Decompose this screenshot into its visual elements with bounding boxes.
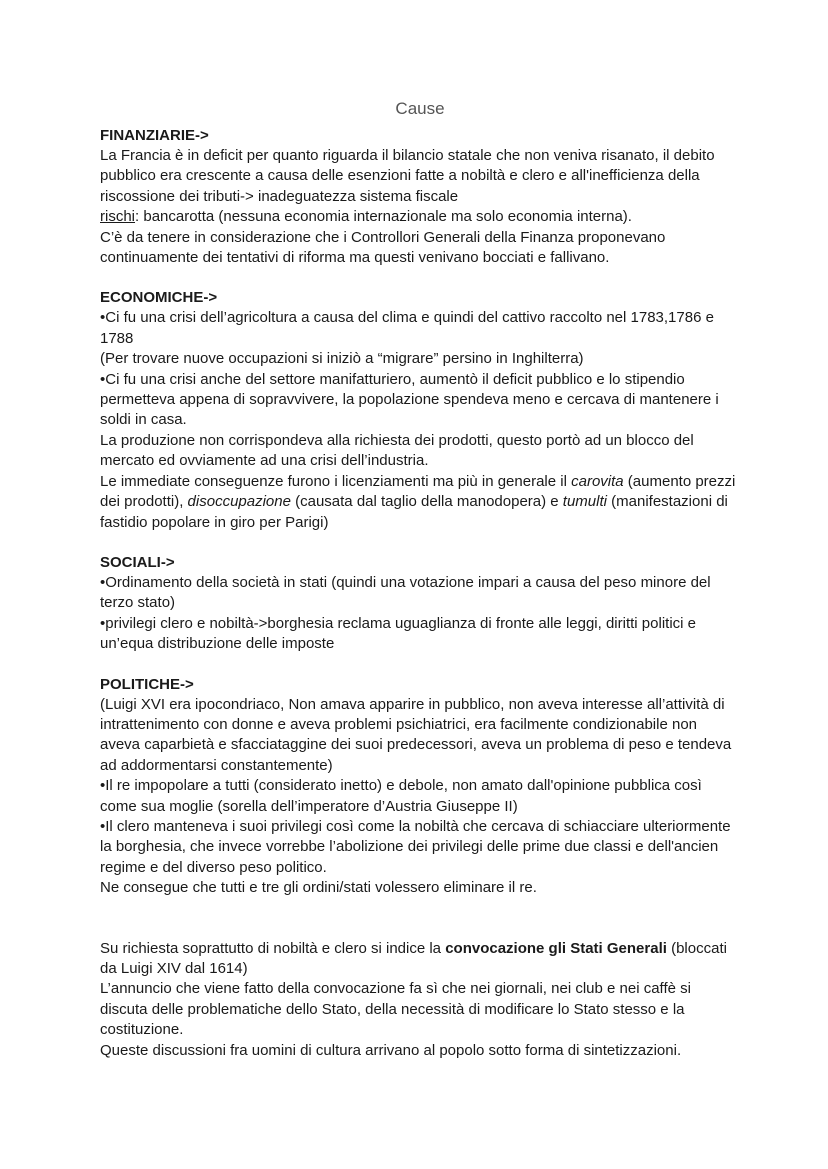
section-heading-sociali: SOCIALI-> xyxy=(100,553,175,571)
paragraph-convocazione xyxy=(100,939,740,980)
document-page xyxy=(100,98,740,1081)
text-span: Le immediate conseguenze furono i licenziamenti ma più in generale il xyxy=(100,472,572,490)
section-sociali xyxy=(100,553,740,655)
paragraph-conseguenze xyxy=(100,472,740,533)
italic-term-carovita: carovita xyxy=(571,472,624,490)
paragraph: La produzione non corrispondeva alla richiesta dei prodotti, questo portò ad un blocco del mercato ed ovviamente ad una crisi dell’industria. xyxy=(100,431,694,470)
text-span: (causata dal taglio della manodopera) e xyxy=(290,493,563,511)
paragraph: La Francia è in deficit per quanto riguarda il bilancio statale che non veniva risanato, il debito pubblico era crescente a causa delle esenzioni fatte a nobiltà e clero e all'inefficienza della riscossione dei tributi-> inadeguatezza sistema fiscale xyxy=(100,147,715,205)
bold-term-convocazione: convocazione gli Stati Generali xyxy=(445,939,667,957)
section-stati-generali xyxy=(100,939,740,1061)
paragraph: L’annuncio che viene fatto della convocazione fa sì che nei giornali, nei club e nei caffè si discuta delle problematiche dello Stato, della necessità di modificare lo Stato stesso e la costituzione. xyxy=(100,980,691,1039)
italic-term-tumulti: tumulti xyxy=(562,493,607,511)
bullet-paragraph: •Ci fu una crisi anche del settore manifatturiero, aumentò il deficit pubblico e lo stipendio permetteva appena di sopravvivere, la popolazione spendeva meno e cercava di mantenere i soldi in casa. xyxy=(100,370,719,429)
text-span: (aumento prezzi dei prodotti), xyxy=(100,472,736,511)
section-heading-finanziarie: FINANZIARIE-> xyxy=(100,127,209,144)
section-finanziarie xyxy=(100,126,740,268)
section-economiche xyxy=(100,288,740,532)
text-span: (manifestazioni di fastidio popolare in giro per Parigi) xyxy=(100,493,728,531)
bullet-paragraph: •Ordinamento della società in stati (quindi una votazione impari a causa del peso minore del terzo stato) xyxy=(100,573,711,612)
underlined-label: rischi xyxy=(100,208,136,226)
bullet-paragraph: •privilegi clero e nobiltà->borghesia reclama uguaglianza di fronte alle leggi, diritti politici e un’equa distribuzione delle imposte xyxy=(100,614,696,653)
paragraph-rischi xyxy=(100,207,740,227)
text-span: (bloccati da Luigi XIV dal 1614) xyxy=(100,939,727,977)
page-title: Cause xyxy=(395,99,445,118)
bullet-paragraph: •Ci fu una crisi dell’agricoltura a causa del clima e quindi del cattivo raccolto nel 1783,1786 e 1788 xyxy=(100,309,714,347)
bullet-paragraph: •Il re impopolare a tutti (considerato inetto) e debole, non amato dall'opinione pubblica così come sua moglie (sorella dell’imperatore d’Austria Giuseppe II) xyxy=(100,777,702,815)
italic-term-disoccupazione: disoccupazione xyxy=(187,493,291,511)
paragraph: (Luigi XVI era ipocondriaco, Non amava apparire in pubblico, non aveva interesse all’attività di intrattenimento con donne e aveva problemi psichiatrici, era facilmente condizionabile non aveva caparbietà e sfacciataggine dei suoi predecessori, aveva un problema di peso e tendeva ad addormentarsi constantemente) xyxy=(100,695,732,774)
paragraph: (Per trovare nuove occupazioni si iniziò a “migrare” persino in Inghilterra) xyxy=(100,350,584,368)
text-span: Su richiesta soprattutto di nobiltà e clero si indice la xyxy=(100,939,446,957)
paragraph: Ne consegue che tutti e tre gli ordini/stati volessero eliminare il re. xyxy=(100,879,537,897)
section-heading-politiche: POLITICHE-> xyxy=(100,675,194,693)
paragraph: C’è da tenere in considerazione che i Controllori Generali della Finanza proponevano continuamente dei tentativi di riforma ma questi venivano bocciati e fallivano. xyxy=(100,228,666,267)
section-politiche xyxy=(100,675,740,899)
section-heading-economiche: ECONOMICHE-> xyxy=(100,289,218,307)
paragraph: Queste discussioni fra uomini di cultura arrivano al popolo sotto forma di sintetizzazioni. xyxy=(100,1041,682,1059)
spacer xyxy=(100,919,740,939)
text-span: : bancarotta (nessuna economia internazionale ma solo economia interna). xyxy=(135,208,632,226)
bullet-paragraph: •Il clero manteneva i suoi privilegi così come la nobiltà che cercava di schiacciare ulteriormente la borghesia, che invece vorrebbe l’abolizione dei privilegi delle prime due classi e dell'ancien regime e del diverso peso politico. xyxy=(100,817,731,876)
